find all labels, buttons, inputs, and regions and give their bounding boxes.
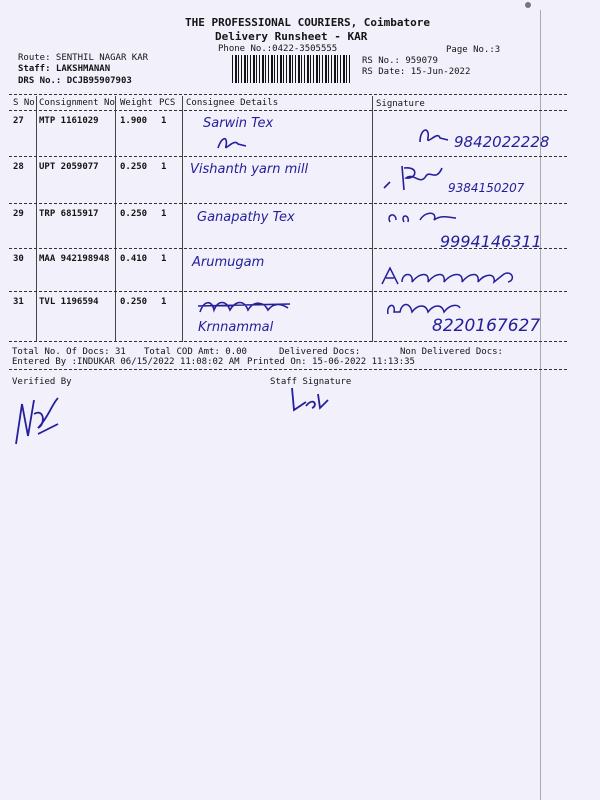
col-consignee: Consignee Details [186, 98, 279, 108]
consignee-handwriting: Arumugam [192, 255, 265, 270]
company-name: THE PROFESSIONAL COURIERS, Coimbatore [185, 16, 431, 29]
row-weight: 1.900 [120, 116, 148, 126]
handwritten-signature [414, 124, 450, 150]
signature-phone: 9842022228 [454, 133, 550, 151]
row-consignment: MTP 1161029 [39, 116, 99, 126]
non-delivered-docs: Non Delivered Docs: [400, 347, 503, 357]
row-consignment: TRP 6815917 [39, 209, 99, 219]
row-pcs: 1 [161, 116, 167, 126]
row-weight: 0.250 [120, 209, 148, 219]
row-pcs: 1 [161, 297, 167, 307]
handwritten-signature [380, 264, 520, 290]
consignee-handwriting: Vishanth yarn mill [190, 162, 309, 177]
signature-phone: 9384150207 [448, 181, 525, 195]
column-divider [115, 96, 116, 342]
row-divider [9, 248, 567, 249]
handwritten-signature [380, 160, 452, 196]
handwritten-signature [386, 208, 466, 230]
entered-by: Entered By :INDUKAR 06/15/2022 11:08:02 AM [12, 357, 240, 367]
handwritten-signature [214, 134, 250, 154]
delivered-docs: Delivered Docs: [279, 347, 361, 357]
row-weight: 0.410 [120, 254, 148, 264]
rs-date: RS Date: 15-Jun-2022 [362, 67, 471, 77]
consignee-handwriting: Krnnammal [198, 320, 274, 335]
column-divider [182, 96, 183, 342]
row-consignment: MAA 942198948 [39, 254, 110, 264]
row-pcs: 1 [161, 209, 167, 219]
row-sno: 27 [13, 116, 24, 126]
total-cod: Total COD Amt: 0.00 [144, 347, 247, 357]
barcode [232, 55, 350, 83]
row-sno: 31 [13, 297, 24, 307]
verified-by-label: Verified By [12, 377, 72, 387]
struck-out-handwriting [196, 296, 292, 316]
punch-mark [525, 2, 531, 8]
row-divider [9, 156, 567, 157]
page-number: Page No.:3 [446, 45, 501, 55]
col-weight: Weight [120, 98, 153, 108]
row-sno: 30 [13, 254, 24, 264]
route-label: Route: SENTHIL NAGAR KAR [18, 53, 149, 63]
row-consignment: TVL 1196594 [39, 297, 99, 307]
row-pcs: 1 [161, 254, 167, 264]
consignee-handwriting: Ganapathy Tex [197, 210, 295, 225]
col-signature: Signature [376, 99, 425, 109]
col-pcs: PCS [159, 98, 176, 108]
page-edge [540, 10, 541, 800]
divider [9, 110, 567, 111]
staff-label: Staff: LAKSHMANAN [18, 64, 111, 74]
verified-signature [8, 384, 68, 454]
drs-number: DRS No.: DCJB95907903 [18, 76, 132, 86]
column-divider [372, 96, 373, 342]
divider [9, 94, 567, 95]
row-consignment: UPT 2059077 [39, 162, 99, 172]
col-consignment: Consignment No [39, 98, 115, 108]
rs-number: RS No.: 959079 [362, 56, 438, 66]
col-sno: S No [13, 98, 35, 108]
signature-phone: 9994146311 [440, 232, 542, 251]
row-divider [9, 291, 567, 292]
phone-number: Phone No.:0422-3505555 [218, 44, 338, 54]
row-pcs: 1 [161, 162, 167, 172]
signature-phone: 8220167627 [432, 316, 541, 336]
row-sno: 28 [13, 162, 24, 172]
consignee-handwriting: Sarwin Tex [203, 116, 274, 131]
row-divider [9, 203, 567, 204]
column-divider [36, 96, 37, 342]
total-docs: Total No. Of Docs: 31 [12, 347, 126, 357]
divider [9, 341, 567, 342]
staff-signature-label: Staff Signature [270, 377, 352, 387]
printed-on: Printed On: 15-06-2022 11:13:35 [247, 357, 415, 367]
row-sno: 29 [13, 209, 24, 219]
staff-signature [284, 380, 334, 414]
divider [9, 369, 567, 370]
runsheet-title: Delivery Runsheet - KAR [215, 30, 368, 43]
row-weight: 0.250 [120, 162, 148, 172]
handwritten-signature [384, 298, 466, 318]
row-weight: 0.250 [120, 297, 148, 307]
